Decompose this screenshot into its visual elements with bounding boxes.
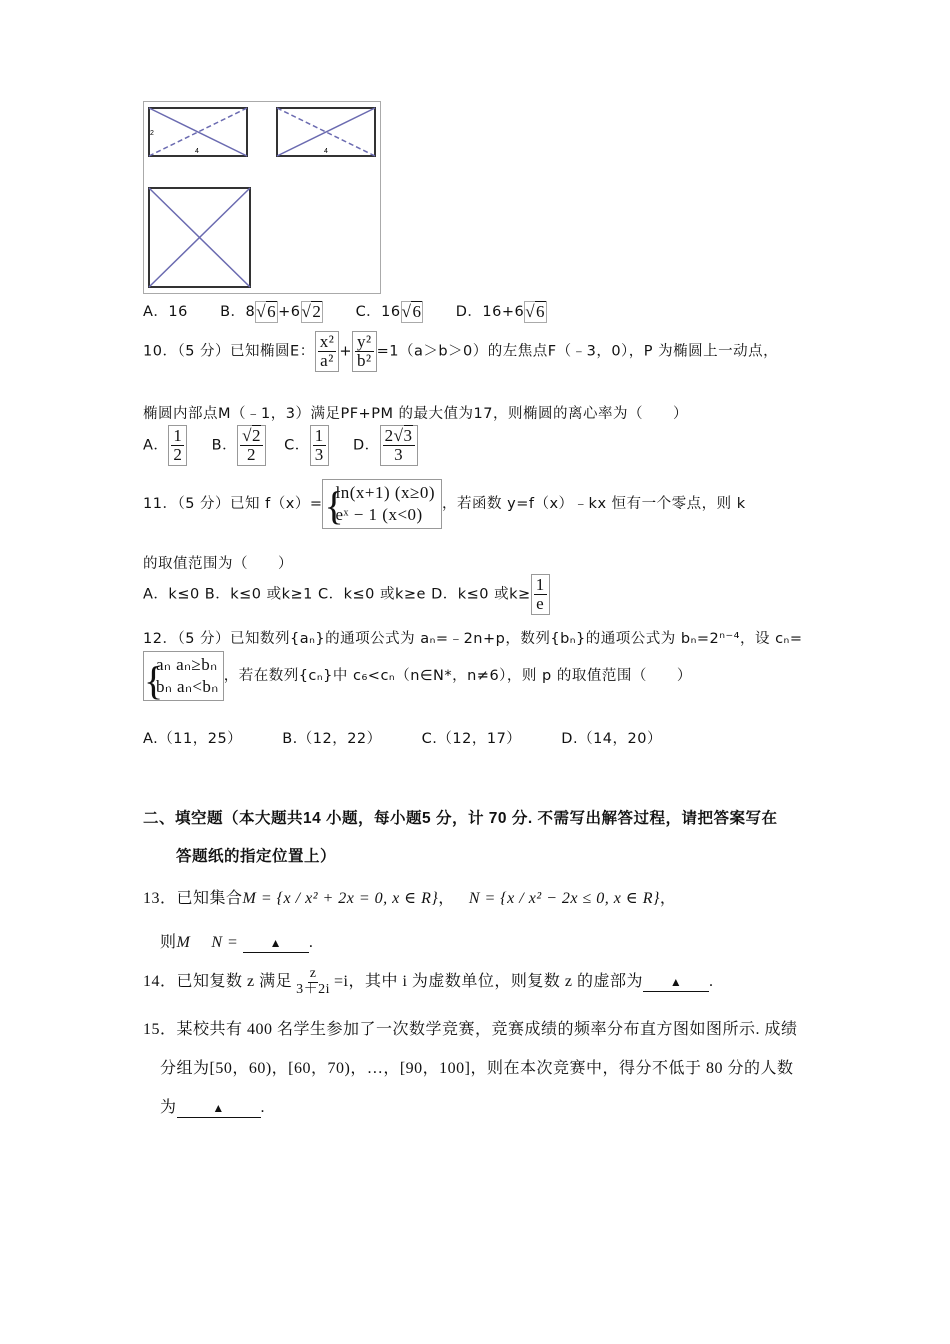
q10-stem: 10．（5 分）已知椭圆E： $\frac{\text{x²}}{\text{a²}}$ + $\frac{\text{y²}}{\text{b²}}$ =1（a＞b＞0）的左焦点F（﹣3，0），P 为椭圆上一动点， [143,332,779,370]
front-view-bottom-label: 4 [195,148,199,155]
q12-options: A.（11，25） B.（12，22） C.（12，17） D.（14，20） [143,731,662,747]
q9-option-a: A．16 [143,304,188,320]
section-2-heading-line2: 答题纸的指定位置上） [176,848,337,865]
q10-options: A． $\frac{1}{2}$ B． $\frac{√2}{2}$ C． $\frac{1}{3}$ D． $\frac{2√3}{3}$ [143,425,418,466]
q15-stem: 15．某校共有 400 名学生参加了一次数学竞赛，竞赛成绩的频率分布直方图如图所示. 成绩 [143,1021,798,1038]
three-view-figure [143,101,381,294]
q9-option-b: B．8√6 +6√2 [220,302,322,321]
q9-option-d: D．16+6√6 [455,302,546,321]
q13-line2: 则M N = ▲ . [160,934,314,951]
q10-option-d-frac: $\frac{2√3}{3}$ [380,425,418,466]
q12-stem: 12．（5 分）已知数列{aₙ}的通项公式为 aₙ=﹣2n+p，数列{bₙ}的通项公式为 bₙ=2ⁿ⁻⁴，设 cₙ= [143,631,803,647]
q13-stem: 13．已知集合M = {x / x² + 2x = 0, x ∈ R}， N = {x / x² − 2x ≤ 0, x ∈ R}， [143,890,677,907]
side-view-bottom-label: 4 [324,148,328,155]
figure-drawing [144,102,380,293]
q9-options [143,300,547,323]
q11-stem: 11．（5 分）已知 f（x）= { ln(x+1) (x≥0) eˣ − 1 (x<0) ，若函数 y=f（x）﹣kx 恒有一个零点，则 k [143,479,746,529]
q14-stem: 14．已知复数 z 满足 $\frac{z}{3+2i}$ =i，其中 i 为虚数单位，则复数 z 的虚部为 ▲ . [143,966,714,997]
q11-stem-line2: 的取值范围为（ ） [143,556,293,572]
q11-option-d-frac: $\frac{1}{e}$ [531,574,550,615]
q10-stem-line2: 椭圆内部点M（﹣1，3）满足PF+PM 的最大值为17，则椭圆的离心率为（ ） [143,406,689,422]
q12-piecewise: { aₙ aₙ≥bₙ bₙ aₙ<bₙ [143,651,224,701]
q14-fraction: $\frac{z}{3+2i}$ [296,966,330,997]
q15-answer-blank[interactable]: ▲ [177,1099,261,1118]
q12-stem-line2: { aₙ aₙ≥bₙ bₙ aₙ<bₙ ，若在数列{cₙ}中 c₆<cₙ（n∈N*，n≠6），则 p 的取值范围（ ） [143,651,692,701]
q11-piecewise: { ln(x+1) (x≥0) eˣ − 1 (x<0) [322,479,442,529]
q10-frac-y: $\frac{\text{y²}}{\text{b²}}$ [352,331,377,372]
q11-options: A．k≤0 B．k≤0 或k≥1 C．k≤0 或k≥e D．k≤0 或k≥ $\frac{1}{e}$ [143,574,550,615]
q14-answer-blank[interactable]: ▲ [643,973,709,992]
q15-stem-line2: 分组为[50，60)，[60，70)，…，[90，100]，则在本次竞赛中，得分不低于 80 分的人数 [160,1060,794,1077]
q15-stem-line3: 为 ▲ . [160,1099,266,1116]
section-2-heading: 二、填空题（本大题共14 小题，每小题5 分，计 70 分. 不需写出解答过程，请把答案写在 [143,810,778,827]
q9-option-c: C．16√6 [355,302,422,321]
q10-option-c-frac: $\frac{1}{3}$ [310,425,329,466]
q13-answer-blank[interactable]: ▲ [243,934,309,953]
q10-frac-x: $\frac{\text{x²}}{\text{a²}}$ [315,331,340,372]
q10-option-a-frac: $\frac{1}{2}$ [168,425,187,466]
q10-option-b-frac: $\frac{√2}{2}$ [237,425,266,466]
front-view-side-label: 2 [150,130,154,137]
